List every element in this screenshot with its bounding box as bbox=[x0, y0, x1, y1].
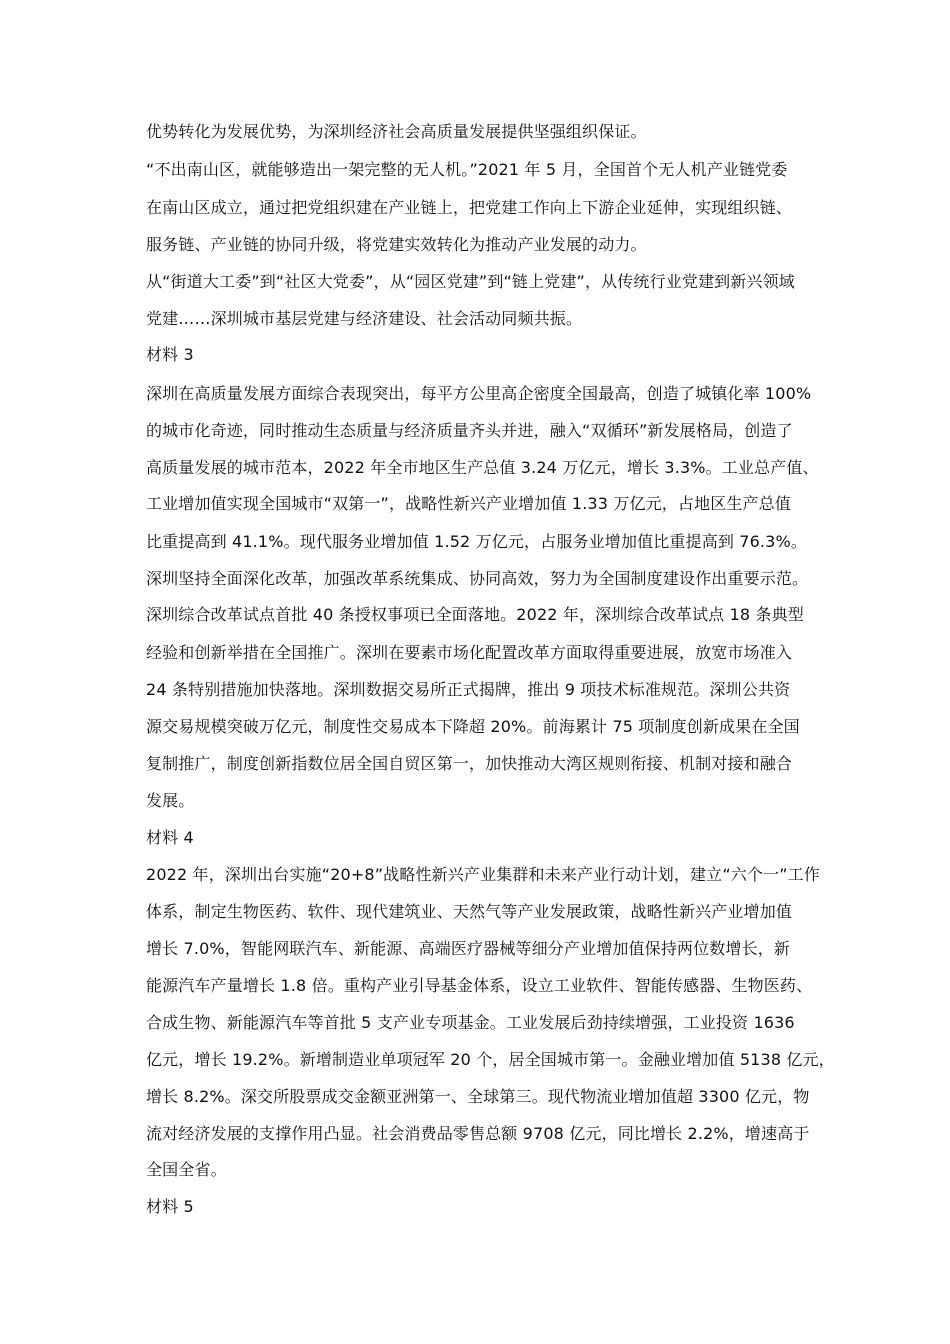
text-line: 复制推广，制度创新指数位居全国自贸区第一，加快推动大湾区规则衔接、机制对接和融合 bbox=[146, 754, 793, 773]
text-line: 深圳综合改革试点首批 40 条授权事项已全面落地。2022 年，深圳综合改革试点 18 条典型 bbox=[146, 605, 804, 624]
text-line: 流对经济发展的支撑作用凸显。社会消费品零售总额 9708 亿元，同比增长 2.2%，增速高于 bbox=[146, 1124, 810, 1143]
section-heading: 材料 5 bbox=[146, 1197, 194, 1216]
text-line: 高质量发展的城市范本，2022 年全市地区生产总值 3.24 万亿元，增长 3.3%。工业总产值、 bbox=[146, 458, 819, 477]
section-heading: 材料 3 bbox=[146, 345, 194, 364]
text-line: 服务链、产业链的协同升级，将党建实效转化为推动产业发展的动力。 bbox=[146, 235, 647, 254]
text-line: 24 条特别措施加快落地。深圳数据交易所正式揭牌，推出 9 项技术标准规范。深圳公共资 bbox=[146, 680, 791, 699]
text-line: 能源汽车产量增长 1.8 倍。重构产业引导基金体系，设立工业软件、智能传感器、生物医药、 bbox=[146, 976, 813, 995]
text-line: 体系，制定生物医药、软件、现代建筑业、天然气等产业发展政策，战略性新兴产业增加值 bbox=[146, 902, 793, 921]
text-line: 增长 7.0%，智能网联汽车、新能源、高端医疗器械等细分产业增加值保持两位数增长，新 bbox=[146, 939, 791, 958]
section-heading: 材料 4 bbox=[146, 828, 194, 847]
text-line: 党建……深圳城市基层党建与经济建设、社会活动同频共振。 bbox=[146, 309, 583, 328]
text-line: 亿元，增长 19.2%。新增制造业单项冠军 20 个，居全国城市第一。金融业增加值 5138 亿元， bbox=[146, 1050, 835, 1069]
text-line: “不出南山区，就能够造出一架完整的无人机。”2021 年 5 月，全国首个无人机产业链党委 bbox=[146, 160, 788, 179]
text-line: 深圳在高质量发展方面综合表现突出，每平方公里高企密度全国最高，创造了城镇化率 100% bbox=[146, 384, 812, 403]
text-line: 在南山区成立，通过把党组织建在产业链上，把党建工作向上下游企业延伸，实现组织链、 bbox=[146, 198, 793, 217]
text-line: 工业增加值实现全国城市“双第一”，战略性新兴产业增加值 1.33 万亿元，占地区生产总值 bbox=[146, 494, 791, 513]
text-line: 发展。 bbox=[146, 791, 195, 810]
text-line: 从“街道大工委”到“社区大党委”，从“园区党建”到“链上党建”，从传统行业党建到新兴领域 bbox=[146, 272, 795, 291]
text-line: 全国全省。 bbox=[146, 1160, 227, 1179]
text-line: 源交易规模突破万亿元，制度性交易成本下降超 20%。前海累计 75 项制度创新成果在全国 bbox=[146, 717, 800, 736]
text-line: 深圳坚持全面深化改革，加强改革系统集成、协同高效，努力为全国制度建设作出重要示范。 bbox=[146, 569, 809, 588]
text-line: 2022 年，深圳出台实施“20+8”战略性新兴产业集群和未来产业行动计划，建立“六个一”工作 bbox=[146, 865, 820, 884]
text-line: 的城市化奇迹，同时推动生态质量与经济质量齐头并进，融入“双循环”新发展格局，创造了 bbox=[146, 421, 793, 440]
text-line: 优势转化为发展优势，为深圳经济社会高质量发展提供坚强组织保证。 bbox=[146, 122, 647, 141]
text-line: 经验和创新举措在全国推广。深圳在要素市场化配置改革方面取得重要进展，放宽市场准入 bbox=[146, 643, 793, 662]
text-line: 合成生物、新能源汽车等首批 5 支产业专项基金。工业发展后劲持续增强，工业投资 1636 bbox=[146, 1013, 795, 1032]
text-line: 增长 8.2%。深交所股票成交金额亚洲第一、全球第三。现代物流业增加值超 3300 亿元，物 bbox=[146, 1087, 810, 1106]
text-line: 比重提高到 41.1%。现代服务业增加值 1.52 万亿元，占服务业增加值比重提高到 76.3%。 bbox=[146, 532, 807, 551]
